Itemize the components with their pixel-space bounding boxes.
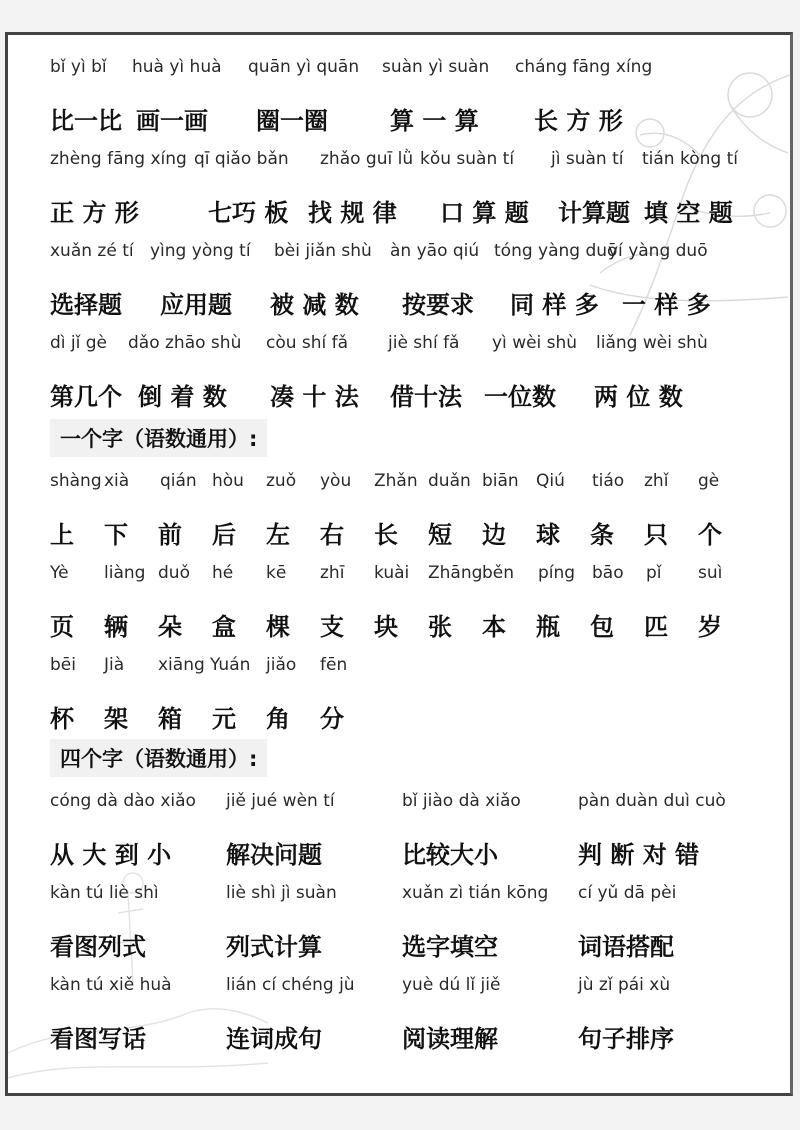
hanzi-phrase: 阅读理解: [402, 1025, 498, 1053]
hanzi-term: 借十法: [390, 383, 462, 411]
pinyin-label: yìng yòng tí: [150, 241, 251, 261]
hanzi-char: 个: [698, 521, 722, 549]
pinyin-label: zuǒ: [266, 471, 297, 491]
hanzi-char: 盒: [212, 613, 236, 641]
hanzi-phrase: 从 大 到 小: [50, 841, 172, 869]
pinyin-label: hòu: [212, 471, 244, 491]
hanzi-char: 条: [590, 521, 614, 549]
pinyin-label: yuè dú lǐ jiě: [402, 975, 501, 995]
hanzi-char: 下: [104, 521, 128, 549]
pinyin-label: píng: [538, 563, 576, 583]
pinyin-label: cóng dà dào xiǎo: [50, 791, 196, 811]
hanzi-term: 正 方 形: [50, 199, 139, 227]
hanzi-char: 长: [374, 521, 398, 549]
pinyin-label: bǐ yì bǐ: [50, 57, 107, 77]
pinyin-label: jiè shí fǎ: [388, 333, 460, 353]
hanzi-term: 第几个: [50, 383, 122, 411]
pinyin-label: Qiú: [536, 471, 565, 491]
pinyin-label: quān yì quān: [248, 57, 360, 77]
hanzi-char: 后: [212, 521, 236, 549]
pinyin-label: xiāng: [158, 655, 205, 675]
hanzi-term: 找 规 律: [308, 199, 397, 227]
hanzi-char: 本: [482, 613, 506, 641]
pinyin-label: Jià: [104, 655, 125, 675]
hanzi-term: 同 样 多: [510, 291, 599, 319]
pinyin-label: Yè: [50, 563, 69, 583]
hanzi-char: 朵: [158, 613, 182, 641]
section-title-one-char: 一个字（语数通用）:: [50, 419, 267, 457]
pinyin-label: dǎo zhāo shù: [128, 333, 242, 353]
hanzi-char: 杯: [50, 705, 74, 733]
pinyin-label: Yuán: [210, 655, 251, 675]
hanzi-char: 球: [536, 521, 560, 549]
hanzi-term: 倒 着 数: [138, 383, 227, 411]
pinyin-label: hé: [212, 563, 234, 583]
pinyin-label: kē: [266, 563, 287, 583]
hanzi-char: 岁: [698, 613, 722, 641]
pinyin-label: zhǎo guī lǜ: [320, 149, 414, 169]
pinyin-label: suì: [698, 563, 723, 583]
hanzi-term: 七巧 板: [208, 199, 289, 227]
pinyin-label: zhī: [320, 563, 345, 583]
pinyin-label: gè: [698, 471, 720, 491]
hanzi-term: 填 空 题: [644, 199, 733, 227]
hanzi-char: 左: [266, 521, 290, 549]
hanzi-phrase: 句子排序: [578, 1025, 674, 1053]
pinyin-label: jì suàn tí: [551, 149, 624, 169]
pinyin-label: jiǎo: [266, 655, 297, 675]
hanzi-char: 分: [320, 705, 344, 733]
hanzi-char: 棵: [266, 613, 290, 641]
pinyin-label: liàng: [104, 563, 146, 583]
pinyin-label: fēn: [320, 655, 348, 675]
hanzi-char: 块: [374, 613, 398, 641]
hanzi-term: 一位数: [484, 383, 556, 411]
hanzi-term: 圈一圈: [256, 107, 328, 135]
hanzi-char: 辆: [104, 613, 128, 641]
pinyin-label: jù zǐ pái xù: [578, 975, 671, 995]
hanzi-term: 画一画: [136, 107, 208, 135]
pinyin-label: yì wèi shù: [492, 333, 578, 353]
hanzi-term: 按要求: [402, 291, 474, 319]
pinyin-label: zhèng fāng xíng: [50, 149, 187, 169]
hanzi-char: 上: [50, 521, 74, 549]
hanzi-term: 选择题: [50, 291, 122, 319]
pinyin-label: yí yàng duō: [608, 241, 708, 261]
worksheet-page: [5, 32, 793, 1096]
pinyin-label: kuài: [374, 563, 410, 583]
hanzi-term: 一 样 多: [622, 291, 711, 319]
pinyin-label: duǒ: [158, 563, 190, 583]
hanzi-char: 包: [590, 613, 614, 641]
pinyin-label: qī qiǎo bǎn: [194, 149, 289, 169]
pinyin-label: dì jǐ gè: [50, 333, 108, 353]
pinyin-label: bāo: [592, 563, 624, 583]
hanzi-phrase: 判 断 对 错: [578, 841, 700, 869]
hanzi-term: 比一比: [50, 107, 122, 135]
hanzi-term: 应用题: [160, 291, 232, 319]
pinyin-label: liǎng wèi shù: [596, 333, 708, 353]
pinyin-label: bēi: [50, 655, 76, 675]
pinyin-label: tóng yàng duō: [494, 241, 618, 261]
pinyin-label: liè shì jì suàn: [226, 883, 337, 903]
section-title-four-char: 四个字（语数通用）:: [50, 739, 267, 777]
pinyin-label: xuǎn zé tí: [50, 241, 134, 261]
pinyin-label: jiě jué wèn tí: [226, 791, 335, 811]
hanzi-term: 长 方 形: [534, 107, 623, 135]
hanzi-phrase: 选字填空: [402, 933, 498, 961]
hanzi-term: 算 一 算: [390, 107, 479, 135]
hanzi-term: 被 减 数: [270, 291, 359, 319]
pinyin-label: yòu: [320, 471, 352, 491]
pinyin-label: bǐ jiào dà xiǎo: [402, 791, 521, 811]
pinyin-label: kàn tú liè shì: [50, 883, 159, 903]
pinyin-label: còu shí fǎ: [266, 333, 349, 353]
pinyin-label: pàn duàn duì cuò: [578, 791, 726, 811]
hanzi-char: 短: [428, 521, 452, 549]
hanzi-char: 元: [212, 705, 236, 733]
hanzi-char: 箱: [158, 705, 182, 733]
pinyin-label: xià: [104, 471, 130, 491]
pinyin-label: tiáo: [592, 471, 625, 491]
pinyin-label: biān: [482, 471, 519, 491]
hanzi-phrase: 列式计算: [226, 933, 322, 961]
hanzi-phrase: 词语搭配: [578, 933, 674, 961]
pinyin-label: pǐ: [646, 563, 662, 583]
hanzi-char: 匹: [644, 613, 668, 641]
pinyin-label: xuǎn zì tián kōng: [402, 883, 549, 903]
pinyin-label: kǒu suàn tí: [420, 149, 515, 169]
pinyin-label: suàn yì suàn: [382, 57, 490, 77]
hanzi-char: 张: [428, 613, 452, 641]
hanzi-char: 瓶: [536, 613, 560, 641]
pinyin-label: Zhǎn: [374, 471, 418, 491]
hanzi-phrase: 比较大小: [402, 841, 498, 869]
pinyin-label: lián cí chéng jù: [226, 975, 355, 995]
pinyin-label: kàn tú xiě huà: [50, 975, 172, 995]
pinyin-label: tián kòng tí: [642, 149, 738, 169]
hanzi-char: 架: [104, 705, 128, 733]
hanzi-term: 两 位 数: [594, 383, 683, 411]
pinyin-label: cí yǔ dā pèi: [578, 883, 677, 903]
hanzi-term: 计算题: [558, 199, 630, 227]
pinyin-label: zhǐ: [644, 471, 669, 491]
hanzi-phrase: 看图写话: [50, 1025, 146, 1053]
pinyin-label: shàng: [50, 471, 102, 491]
hanzi-char: 角: [266, 705, 290, 733]
pinyin-label: cháng fāng xíng: [515, 57, 653, 77]
hanzi-phrase: 解决问题: [226, 841, 322, 869]
hanzi-char: 边: [482, 521, 506, 549]
hanzi-char: 右: [320, 521, 344, 549]
hanzi-char: 支: [320, 613, 344, 641]
hanzi-phrase: 连词成句: [226, 1025, 322, 1053]
pinyin-label: běn: [482, 563, 515, 583]
pinyin-label: Zhāng: [428, 563, 483, 583]
hanzi-term: 口 算 题: [440, 199, 529, 227]
hanzi-char: 页: [50, 613, 74, 641]
hanzi-phrase: 看图列式: [50, 933, 146, 961]
hanzi-char: 前: [158, 521, 182, 549]
hanzi-term: 凑 十 法: [270, 383, 359, 411]
pinyin-label: huà yì huà: [132, 57, 222, 77]
pinyin-label: àn yāo qiú: [390, 241, 480, 261]
pinyin-label: bèi jiǎn shù: [274, 241, 372, 261]
hanzi-char: 只: [644, 521, 668, 549]
pinyin-label: qián: [160, 471, 197, 491]
pinyin-label: duǎn: [428, 471, 471, 491]
